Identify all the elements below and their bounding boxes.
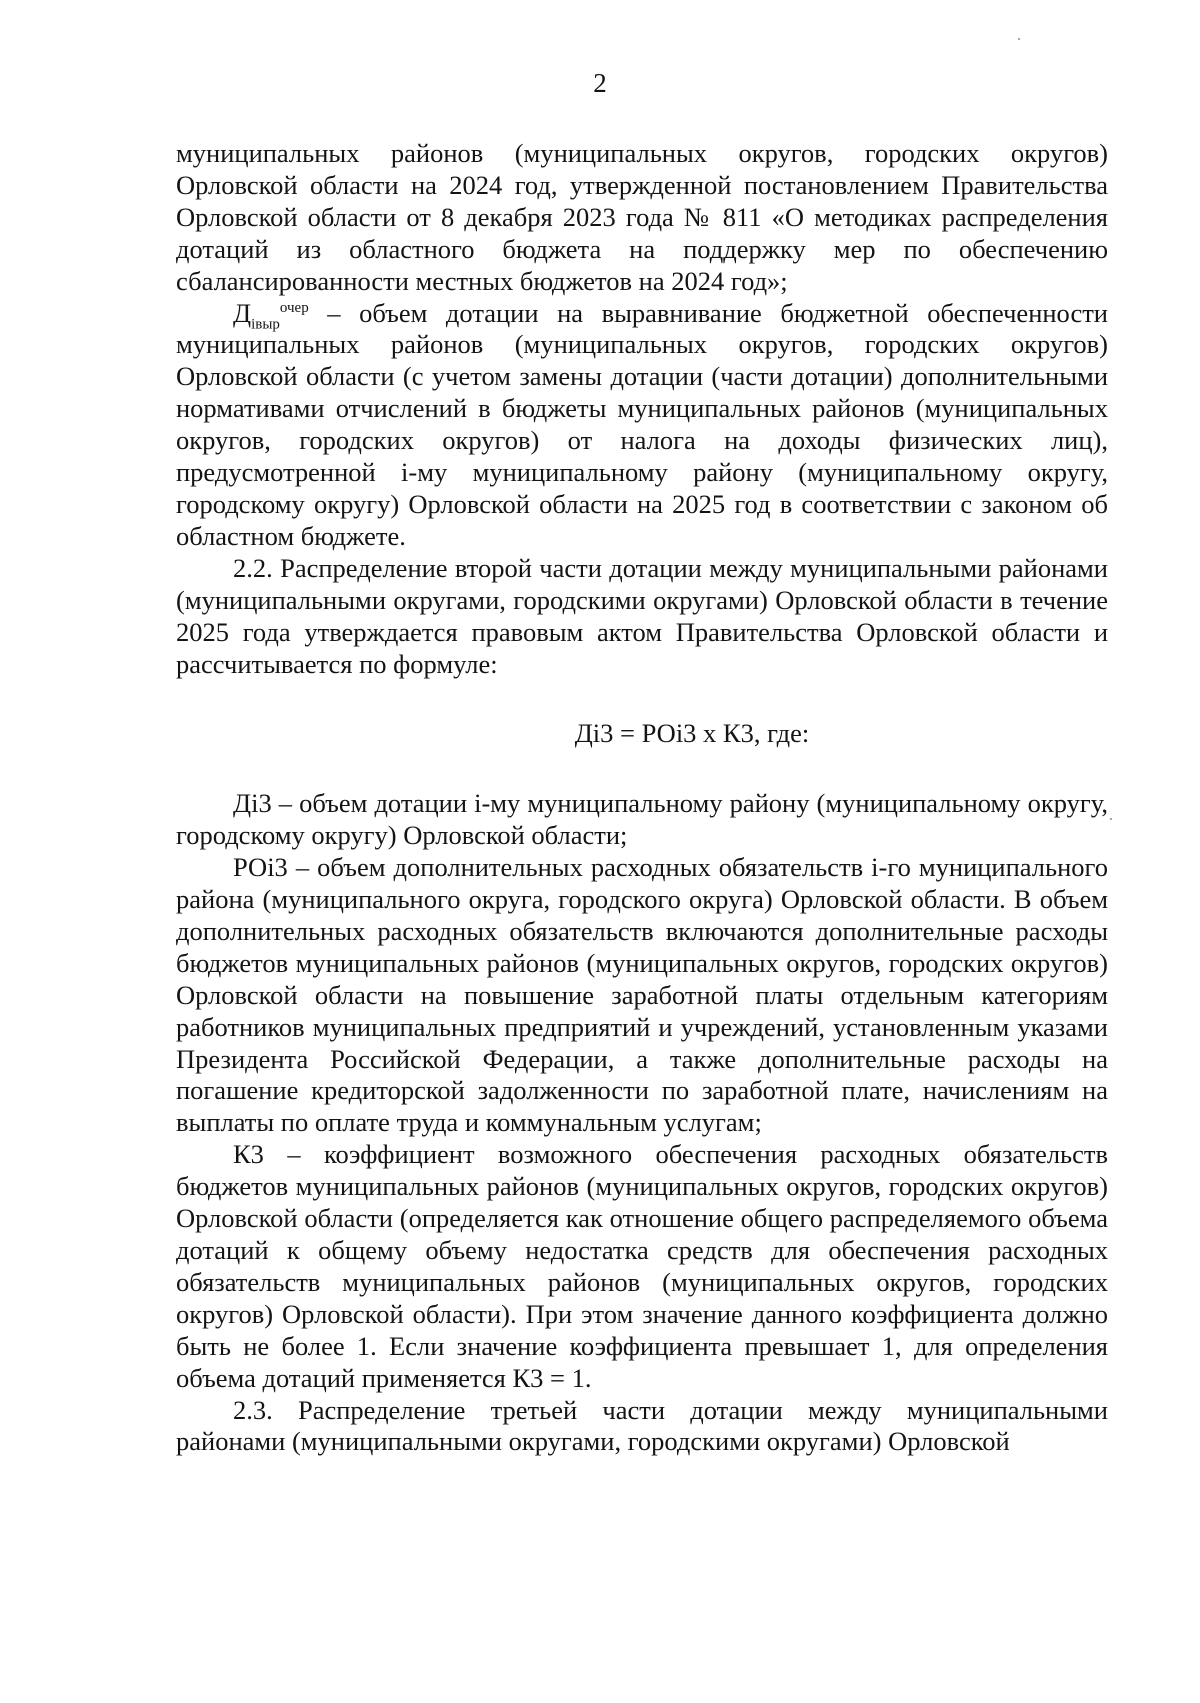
paragraph-roi3-definition: РОi3 – объем дополнительных расходных обязательств i-го муниципального района (муниципального округа, городского округа) Орловской области. В объем дополнительных расходных обязательств включаются дополнительные расходы бюджетов муниципальных районов (муниципальных округов, городских округов) Орловской области на повышение заработной платы отдельным категориям работников муниципальных предприятий и учреждений, установленным указами Президента Российской Федерации, а также дополнительные расходы на погашение кредиторской задолженности по заработной плате, начислениям на выплаты по оплате труда и коммунальным услугам; [176,852,1108,1138]
document-body [176,138,1108,1458]
paragraph-dotation-definition [176,298,1108,553]
scan-speck [1018,38,1020,40]
symbol-subscript: iвыр [251,315,280,332]
symbol-d: Д [233,297,252,328]
paragraph-k3-definition: К3 – коэффициент возможного обеспечения расходных обязательств бюджетов муниципальных районов (муниципальных округов, городских округов) Орловской области (определяется как отношение общего распределяемого объема дотаций к общему объему недостатка средств для обеспечения расходных обязательств муниципальных районов (муниципальных округов, городских округов) Орловской области). При этом значение данного коэффициента должно быть не более 1. Если значение коэффициента превышает 1, для определения объема дотаций применяется К3 = 1. [176,1139,1108,1393]
symbol-superscript: очер [279,299,309,316]
definition-text: – объем дотации на выравнивание бюджетной обеспеченности муниципальных районов (муниципальных округов, городских округов) Орловской области (с учетом замены дотации (части дотации) дополнительными нормативами отчислений в бюджеты муниципальных районов (муниципальных округов, городских округов) от налога на доходы физических лиц), предусмотренной i-му муниципальному району (муниципальному округу, городскому округу) Орловской области на 2025 год в соответствии с законом об областном бюджете. [176,297,1108,551]
paragraph-continuation: муниципальных районов (муниципальных округов, городских округов) Орловской области на 2024 год, утвержденной постановлением Правительства Орловской области от 8 декабря 2023 года № 811 «О методиках распределения дотаций из областного бюджета на поддержку мер по обеспечению сбалансированности местных бюджетов на 2024 год»; [176,138,1108,296]
paragraph-di3-definition: Дi3 – объем дотации i-му муниципальному району (муниципальному округу, городскому округу) Орловской области; [176,788,1108,851]
scan-speck [1110,818,1112,820]
formula: Дi3 = РОi3 х К3, где: [574,718,810,749]
paragraph-section-2-3: 2.3. Распределение третьей части дотации между муниципальными районами (муниципальными округами, городскими округами) Орловской [176,1394,1108,1457]
page-number: 2 [593,68,607,98]
paragraph-section-2-2: 2.2. Распределение второй части дотации между муниципальными районами (муниципальными округами, городскими округами) Орловской области в течение 2025 года утверждается правовым актом Правительства Орловской области и рассчитывается по формуле: [176,552,1108,679]
